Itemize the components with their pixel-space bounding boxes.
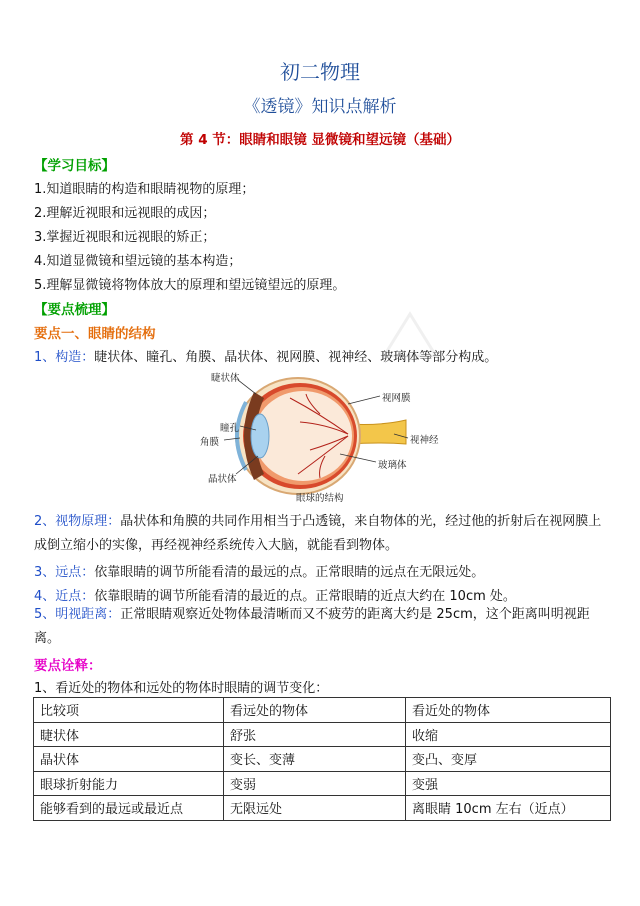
table-row	[34, 747, 611, 772]
comparison-table	[33, 697, 611, 821]
section-title: 第 4 节：眼睛和眼镜 显微镜和望远镜（基础）	[180, 132, 460, 148]
item5-text: 正常眼睛观察近处物体最清晰而又不疲劳的距离大约是 25cm，这个距离叫明视距离。	[34, 607, 590, 646]
table-cell: 眼球折射能力	[34, 771, 224, 796]
point1-title: 要点一、眼睛的结构	[34, 326, 156, 342]
table-cell: 无限远处	[224, 796, 406, 821]
page-title: 初二物理	[280, 60, 360, 84]
table-cell: 变长、变薄	[224, 747, 406, 772]
table-cell: 变弱	[224, 771, 406, 796]
label-ciliary: 睫状体	[211, 373, 240, 384]
goals-heading: 【学习目标】	[34, 158, 115, 174]
item4-label: 4、近点：	[34, 589, 95, 604]
table-cell: 收缩	[406, 722, 611, 747]
table-cell: 变强	[406, 771, 611, 796]
watermark-icon	[380, 310, 440, 360]
goal-item-5: 5.理解显微镜将物体放大的原理和望远镜望远的原理。	[34, 278, 346, 293]
page-subtitle: 《透镜》知识点解析	[243, 97, 397, 117]
item4-line	[34, 585, 516, 604]
table-header-row	[34, 698, 611, 723]
table-cell: 晶状体	[34, 747, 224, 772]
item3-label: 3、远点：	[34, 565, 95, 580]
item2-text: 晶状体和角膜的共同作用相当于凸透镜，来自物体的光，经过他的折射后在视网膜上成倒立缩小的实像，再经视神经系统传入大脑，就能看到物体。	[34, 514, 602, 553]
points-heading: 【要点梳理】	[34, 302, 115, 318]
table-row	[34, 722, 611, 747]
table-header-cell: 比较项	[34, 698, 224, 723]
item3-line	[34, 561, 484, 580]
label-vitreous: 玻璃体	[378, 460, 407, 471]
item4-text: 依靠眼睛的调节所能看清的最近的点。正常眼睛的近点大约在 10cm 处。	[94, 589, 516, 604]
table-cell: 离眼睛 10cm 左右（近点）	[406, 796, 611, 821]
table-row	[34, 771, 611, 796]
table-header-cell: 看近处的物体	[406, 698, 611, 723]
table-cell: 能够看到的最远或最近点	[34, 796, 224, 821]
item3-text: 依靠眼睛的调节所能看清的最远的点。正常眼睛的远点在无限远处。	[94, 565, 485, 580]
table-row	[34, 796, 611, 821]
item2-paragraph	[34, 510, 612, 558]
table-header-cell: 看远处的物体	[224, 698, 406, 723]
item5-label: 5、明视距离：	[34, 607, 121, 622]
goal-item-2: 2.理解近视眼和远视眼的成因；	[34, 206, 216, 221]
label-lens: 晶状体	[208, 474, 237, 485]
goal-item-1: 1.知道眼睛的构造和眼睛视物的原理；	[34, 182, 255, 197]
label-retina: 视网膜	[382, 393, 411, 404]
item5-paragraph	[34, 603, 612, 651]
explain-intro: 1、看近处的物体和远处的物体时眼睛的调节变化：	[34, 681, 329, 696]
label-cornea: 角膜	[200, 437, 220, 448]
item2-label: 2、视物原理：	[34, 514, 121, 529]
table-cell: 变凸、变厚	[406, 747, 611, 772]
explain-heading: 要点诠释：	[34, 658, 102, 674]
structure-text: 睫状体、瞳孔、角膜、晶状体、视网膜、视神经、玻璃体等部分构成。	[94, 350, 498, 365]
table-cell: 舒张	[224, 722, 406, 747]
table-cell: 睫状体	[34, 722, 224, 747]
diagram-caption: 眼球的结构	[296, 493, 344, 504]
goal-item-3: 3.掌握近视眼和远视眼的矫正；	[34, 230, 216, 245]
structure-label: 1、构造：	[34, 350, 95, 365]
label-optic-nerve: 视神经	[410, 435, 439, 446]
label-pupil: 瞳孔	[220, 423, 240, 434]
goal-item-4: 4.知道显微镜和望远镜的基本构造；	[34, 254, 242, 269]
